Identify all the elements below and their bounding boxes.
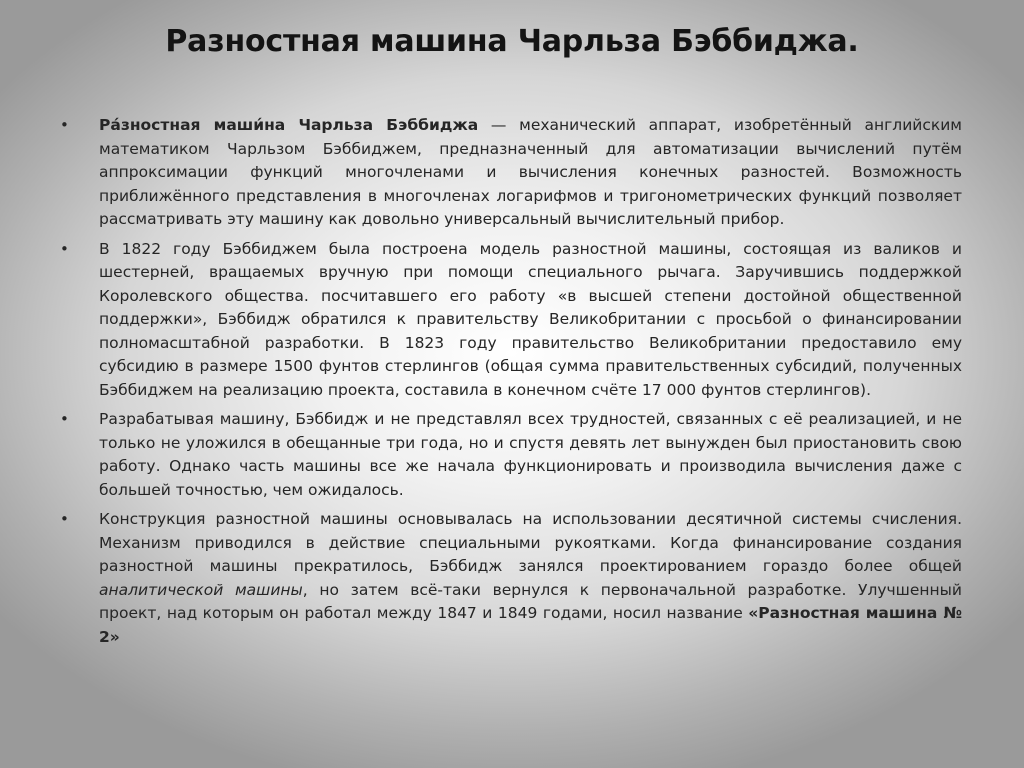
bullet-item	[60, 508, 962, 649]
bullet-icon: •	[60, 116, 69, 134]
bullet-icon: •	[60, 510, 69, 528]
bullet-text: Разрабатывая машину, Бэббидж и не представлял всех трудностей, связанных с её реализацией, и не только не уложился в обещанные три года, но и спустя девять лет вынужден был приостановить свою работу. Однако часть машины все же начала функционировать и производила вычисления даже с большей точностью, чем ожидалось.	[99, 410, 962, 499]
bullet-bold-lead: Ра́зностная маши́на Чарльза Бэббиджа	[99, 116, 479, 134]
bullet-icon: •	[60, 239, 69, 258]
bullet-list	[60, 114, 962, 655]
bullet-bold-tail: «Разностная машина № 2»	[99, 604, 962, 646]
bullet-text: , но затем всё-таки вернулся к первоначальной разработке. Улучшенный проект, над которым он работал между 1847 и 1849 годами, носил название	[99, 580, 962, 622]
bullet-text: В 1822 году Бэббиджем была построена модель разностной машины, состоящая из валиков и шестерней, вращаемых вручную при помощи специального рычага. Заручившись поддержкой Королевского общества. посчитавшего его работу «в высшей степени достойной общественной поддержки», Бэббидж обратился к правительству Великобритании с просьбой о финансировании полномасштабной разработки. В 1823 году правительство Великобритании предоставило ему субсидию в размере 1500 фунтов стерлингов (общая сумма правительственных субсидий, полученных Бэббиджем на реализацию проекта, составила в конечном счёте 17 000 фунтов стерлингов).	[99, 239, 962, 399]
bullet-icon: •	[60, 410, 69, 428]
bullet-italic-term: аналитической машины	[99, 580, 303, 599]
bullet-item	[60, 114, 962, 232]
bullet-item	[60, 238, 962, 403]
bullet-text: Конструкция разностной машины основывалась на использовании десятичной системы счисления. Механизм приводился в действие специальными рукоятками. Когда финансирование создания разностной машины прекратилось, Бэббидж занялся проектированием гораздо более общей	[99, 510, 962, 575]
bullet-text: — механический аппарат, изобретённый английским математиком Чарльзом Бэббиджем, предназначенный для автоматизации вычислений путём аппроксимации функций многочленами и вычисления конечных разностей. Возможность приближённого представления в многочленах логарифмов и тригонометрических функций позволяет рассматривать эту машину как довольно универсальный вычислительный прибор.	[99, 116, 962, 228]
bullet-item	[60, 408, 962, 502]
slide-title: Разностная машина Чарльза Бэббиджа.	[165, 24, 859, 59]
